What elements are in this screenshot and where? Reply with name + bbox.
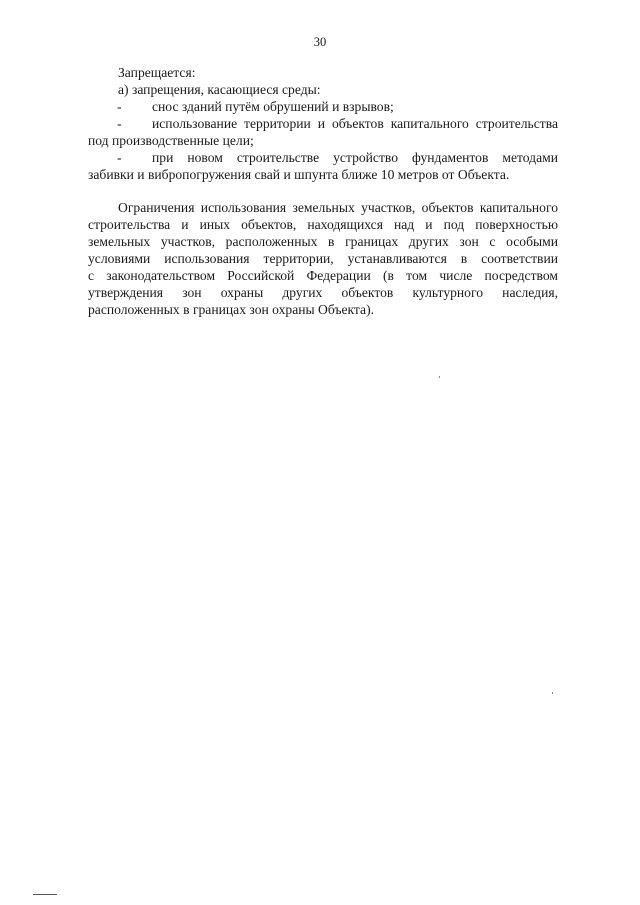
bullet-continuation: под производственные цели;	[88, 133, 254, 148]
bullet-text: снос зданий путём обрушений и взрывов;	[152, 99, 394, 114]
bullet-dash: -	[117, 99, 122, 114]
bullet-dash: -	[117, 116, 122, 131]
page-number: 30	[313, 35, 327, 49]
paragraph-gap	[88, 183, 558, 199]
scan-speck	[439, 376, 440, 378]
bullet-item	[88, 115, 558, 132]
bullet-continuation: забивки и вибропогружения свай и шпунта ближе 10 метров от Объекта.	[88, 167, 510, 182]
paragraph-line: утверждения зон охраны других объектов культурного наследия,	[88, 285, 558, 300]
document-body	[88, 64, 558, 318]
bullet-item	[88, 98, 558, 115]
bullet-item	[88, 149, 558, 166]
paragraph-line: условиями использования территории, устанавливаются в соответствии	[88, 251, 558, 266]
section-heading: Запрещается:	[118, 65, 196, 80]
scan-corner-mark	[33, 894, 57, 895]
paragraph-line: Ограничения использования земельных участков, объектов капитального	[118, 200, 558, 215]
scan-speck	[552, 692, 553, 694]
paragraph-line: земельных участков, расположенных в границах других зон с особыми	[88, 234, 558, 249]
section-subheading: а) запрещения, касающиеся среды:	[118, 82, 321, 97]
bullet-text: при новом строительстве устройство фундаментов методами	[152, 150, 558, 165]
paragraph-line: строительства и иных объектов, находящихся над и под поверхностью	[88, 217, 558, 232]
bullet-text: использование территории и объектов капитального строительства	[152, 116, 558, 131]
paragraph-line: с законодательством Российской Федерации (в том числе посредством	[88, 268, 558, 283]
paragraph-line: расположенных в границах зон охраны Объекта).	[88, 302, 374, 317]
bullet-dash: -	[117, 150, 122, 165]
